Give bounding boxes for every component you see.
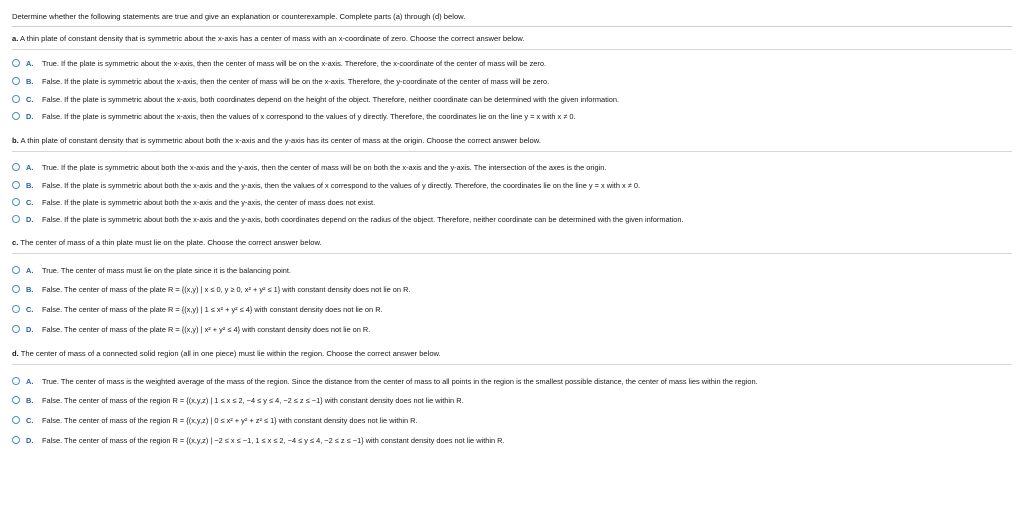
option-letter: D. [26, 214, 34, 224]
radio-button[interactable] [12, 305, 20, 313]
question-d-letter: d. [12, 349, 19, 358]
radio-button[interactable] [12, 198, 20, 206]
question-a-text: A thin plate of constant density that is symmetric about the x-axis has a center of mass with an x-coordinate of zero. Choose the correct answer below. [20, 34, 525, 43]
divider [12, 151, 1012, 152]
radio-button[interactable] [12, 112, 20, 120]
option-letter: B. [26, 180, 34, 190]
option-letter: B. [26, 395, 34, 405]
radio-button[interactable] [12, 266, 20, 274]
option-text: False. The center of mass of the region R = {(x,y,z) | −2 ≤ x ≤ −1, 1 ≤ x ≤ 2, −4 ≤ y ≤ 4, −2 ≤ z ≤ −1} with constant density does not lie within R. [42, 435, 505, 445]
option-text: False. The center of mass of the plate R = {(x,y) | x ≤ 0, y ≥ 0, x² + y² ≤ 1} with constant density does not lie on R. [42, 284, 411, 294]
option-letter: C. [26, 94, 34, 104]
divider [12, 49, 1012, 50]
option-c-a[interactable] [12, 263, 291, 277]
radio-button[interactable] [12, 377, 20, 385]
option-letter: A. [26, 162, 34, 172]
question-b-text: A thin plate of constant density that is symmetric about both the x-axis and the y-axis has its center of mass at the origin. Choose the correct answer below. [20, 136, 541, 145]
option-text: False. The center of mass of the plate R = {(x,y) | 1 ≤ x² + y² ≤ 4} with constant density does not lie on R. [42, 304, 383, 314]
option-d-d[interactable] [12, 433, 505, 447]
option-letter: A. [26, 376, 34, 386]
option-text: True. The center of mass is the weighted average of the mass of the region. Since the distance from the center of mass to all points in the region is the smallest possible distance, the center of mass lies within the region. [42, 376, 758, 386]
divider [12, 364, 1012, 365]
question-b [12, 136, 541, 145]
option-letter: D. [26, 324, 34, 334]
option-letter: C. [26, 197, 34, 207]
radio-button[interactable] [12, 95, 20, 103]
divider [12, 253, 1012, 254]
option-a-d[interactable] [12, 109, 576, 123]
option-letter: C. [26, 415, 34, 425]
option-text: False. If the plate is symmetric about both the x-axis and the y-axis, both coordinates depend on the radius of the object. Therefore, neither coordinate can be determined with the given information. [42, 214, 684, 224]
radio-button[interactable] [12, 59, 20, 67]
option-a-b[interactable] [12, 74, 549, 88]
radio-button[interactable] [12, 436, 20, 444]
option-text: False. If the plate is symmetric about both the x-axis and the y-axis, then the values of x correspond to the values of y directly. Therefore, the coordinates lie on the line y = x with x ≠ 0. [42, 180, 641, 190]
question-c [12, 238, 322, 247]
radio-button[interactable] [12, 215, 20, 223]
option-a-a[interactable] [12, 56, 546, 70]
question-b-letter: b. [12, 136, 19, 145]
option-text: False. If the plate is symmetric about both the x-axis and the y-axis, the center of mass does not exist. [42, 197, 376, 207]
question-c-text: The center of mass of a thin plate must lie on the plate. Choose the correct answer below. [20, 238, 322, 247]
option-letter: D. [26, 435, 34, 445]
option-b-b[interactable] [12, 178, 640, 192]
option-text: False. The center of mass of the plate R = {(x,y) | x² + y² ≤ 4} with constant density does not lie on R. [42, 324, 371, 334]
option-text: False. The center of mass of the region R = {(x,y,z) | 1 ≤ x ≤ 2, −4 ≤ y ≤ 4, −2 ≤ z ≤ −1} with constant density does not lie within R. [42, 395, 464, 405]
option-text: False. The center of mass of the region R = {(x,y,z) | 0 ≤ x² + y² + z² ≤ 1} with constant density does not lie within R. [42, 415, 418, 425]
option-text: True. The center of mass must lie on the plate since it is the balancing point. [42, 265, 291, 275]
option-text: True. If the plate is symmetric about both the x-axis and the y-axis, then the center of mass will be on both the x-axis and the y-axis. The intersection of the axes is the origin. [42, 162, 607, 172]
radio-button[interactable] [12, 285, 20, 293]
option-d-b[interactable] [12, 393, 464, 407]
radio-button[interactable] [12, 396, 20, 404]
option-b-d[interactable] [12, 212, 684, 226]
option-text: False. If the plate is symmetric about the x-axis, both coordinates depend on the height of the object. Therefore, neither coordinate can be determined with the given information. [42, 94, 620, 104]
option-letter: D. [26, 111, 34, 121]
instructions: Determine whether the following statements are true and give an explanation or counterexample. Complete parts (a) through (d) below. [12, 12, 1012, 27]
radio-button[interactable] [12, 416, 20, 424]
radio-button[interactable] [12, 77, 20, 85]
option-c-c[interactable] [12, 302, 383, 316]
option-text: True. If the plate is symmetric about the x-axis, then the center of mass will be on the x-axis. Therefore, the x-coordinate of the center of mass will be zero. [42, 58, 547, 68]
question-d-text: The center of mass of a connected solid region (all in one piece) must lie within the region. Choose the correct answer below. [20, 349, 441, 358]
question-d [12, 349, 441, 358]
radio-button[interactable] [12, 163, 20, 171]
option-letter: B. [26, 76, 34, 86]
option-letter: A. [26, 58, 34, 68]
question-c-letter: c. [12, 238, 19, 247]
option-letter: A. [26, 265, 34, 275]
option-text: False. If the plate is symmetric about the x-axis, then the center of mass will be on the x-axis. Therefore, the y-coordinate of the center of mass will be zero. [42, 76, 550, 86]
option-c-b[interactable] [12, 282, 410, 296]
option-a-c[interactable] [12, 92, 619, 106]
option-letter: B. [26, 284, 34, 294]
option-text: False. If the plate is symmetric about the x-axis, then the values of x correspond to the values of y directly. Therefore, the coordinates lie on the line y = x with x ≠ 0. [42, 111, 576, 121]
radio-button[interactable] [12, 325, 20, 333]
option-c-d[interactable] [12, 322, 370, 336]
question-a [12, 34, 524, 43]
radio-button[interactable] [12, 181, 20, 189]
option-d-c[interactable] [12, 413, 418, 427]
option-letter: C. [26, 304, 34, 314]
question-a-letter: a. [12, 34, 19, 43]
option-b-a[interactable] [12, 160, 606, 174]
option-d-a[interactable] [12, 374, 758, 388]
option-b-c[interactable] [12, 195, 375, 209]
